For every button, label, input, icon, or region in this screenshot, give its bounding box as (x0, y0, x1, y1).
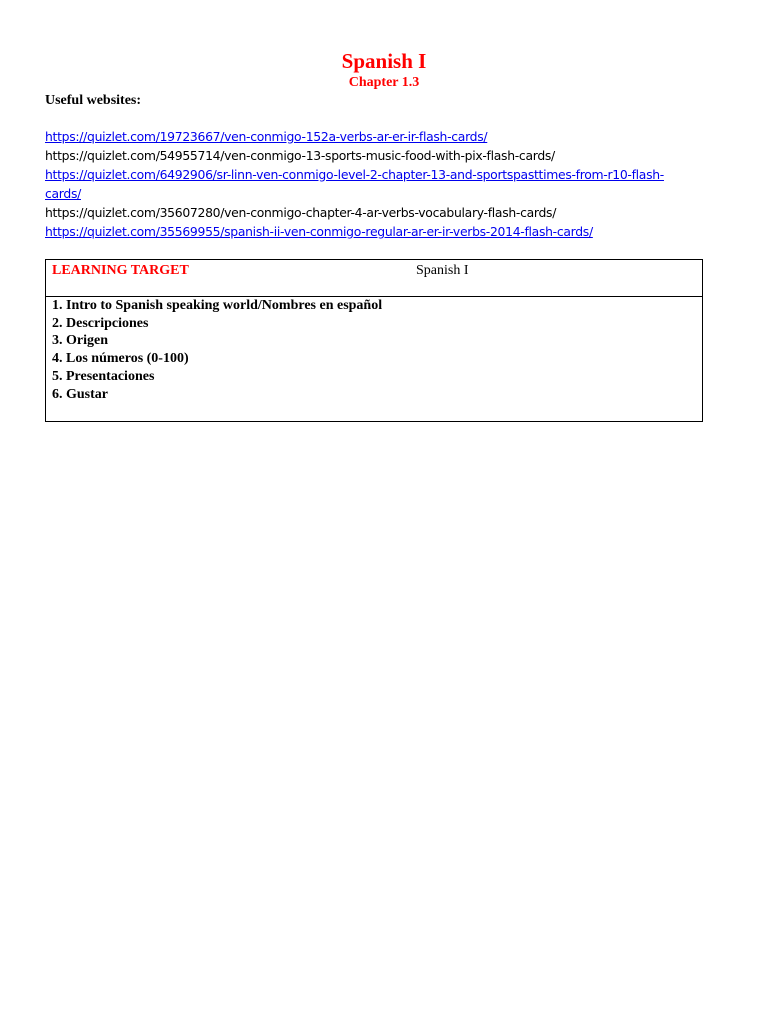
learning-target-header (46, 260, 702, 297)
learning-target-item: 1. Intro to Spanish speaking world/Nombres en español (52, 298, 383, 313)
chapter-subtitle: Chapter 1.3 (348, 75, 420, 90)
learning-target-label: LEARNING TARGET (52, 263, 189, 278)
page-title: Spanish I (341, 49, 427, 73)
learning-target-items (46, 297, 702, 421)
learning-target-item: 5. Presentaciones (52, 368, 155, 384)
website-link-4: https://quizlet.com/35607280/ven-conmigo-chapter-4-ar-verbs-vocabulary-flash-cards/ (45, 205, 557, 220)
websites-heading: Useful websites: (45, 93, 142, 108)
website-link-5[interactable]: https://quizlet.com/35569955/spanish-ii-ven-conmigo-regular-ar-er-ir-verbs-2014-flash-cards/ (45, 224, 593, 239)
learning-target-item: 3. Origen (52, 333, 108, 349)
website-link-2: https://quizlet.com/54955714/ven-conmigo-13-sports-music-food-with-pix-flash-cards/ (45, 148, 555, 163)
website-link-3[interactable]: https://quizlet.com/6492906/sr-linn-ven-conmigo-level-2-chapter-13-and-sportspasttimes-from-r10-flash- (45, 167, 664, 182)
website-link-1[interactable]: https://quizlet.com/19723667/ven-conmigo-152a-verbs-ar-er-ir-flash-cards/ (45, 129, 488, 144)
learning-target-item: 2. Descripciones (52, 315, 149, 331)
learning-target-course: Spanish I (416, 263, 469, 278)
website-links-list (45, 127, 705, 241)
learning-target-table (45, 259, 703, 422)
learning-target-item: 6. Gustar (52, 386, 108, 402)
learning-target-item: 4. Los números (0-100) (52, 351, 189, 367)
website-link-3-continued[interactable]: cards/ (45, 186, 81, 201)
